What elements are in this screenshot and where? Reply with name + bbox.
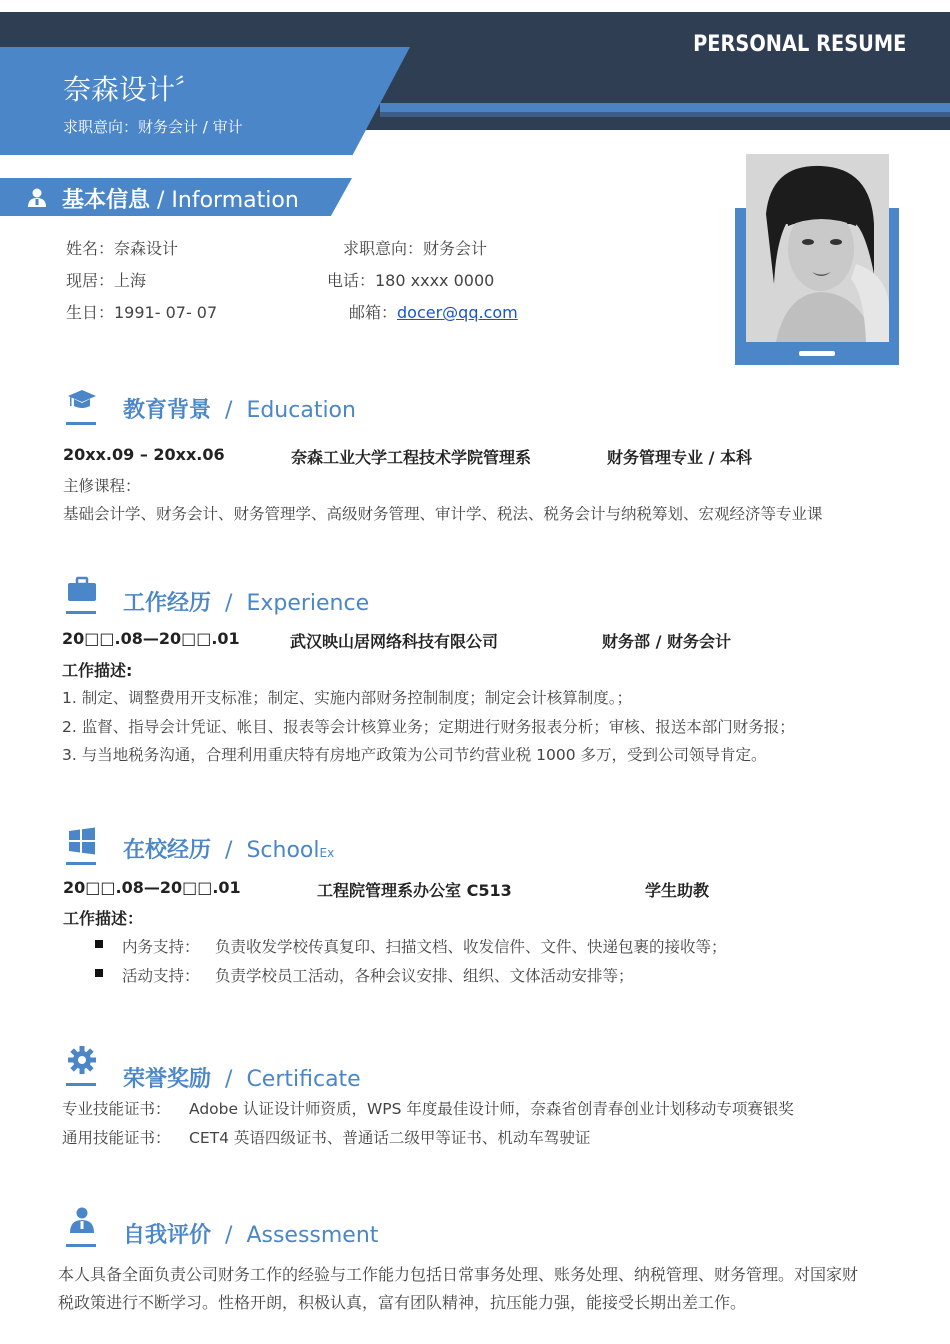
courses-label: 主修课程： bbox=[63, 477, 141, 495]
certificate-title-cn: 荣誉奖励 bbox=[123, 1067, 212, 1092]
assessment-title-en: Assessment bbox=[246, 1223, 379, 1248]
experience-title bbox=[123, 586, 369, 617]
education-title bbox=[123, 393, 356, 424]
experience-period: 20□□.08—20□□.01 bbox=[62, 629, 240, 648]
school-item-2-text: 负责学校员工活动，各种会议安排、组织、文体活动安排等； bbox=[215, 967, 634, 985]
intent-field: 求职意向：财务会计 bbox=[343, 239, 488, 258]
pro-cert-label: 专业技能证书： bbox=[62, 1100, 171, 1118]
experience-position: 财务部 / 财务会计 bbox=[602, 632, 731, 651]
experience-title-cn: 工作经历 bbox=[123, 591, 212, 616]
person-icon bbox=[26, 186, 48, 208]
assessment-line-2: 税政策进行不断学习。性格开朗，积极认真，富有团队精神，抗压能力强，能接受长期出差工作。 bbox=[58, 1293, 747, 1312]
quote-mark: 〞 bbox=[175, 74, 200, 102]
education-title-cn: 教育背景 bbox=[123, 398, 212, 423]
gen-cert-text: CET4 英语四级证书、普通话二级甲等证书、机动车驾驶证 bbox=[189, 1129, 591, 1147]
school-desc-label: 工作描述： bbox=[63, 909, 144, 928]
gen-cert-label: 通用技能证书： bbox=[62, 1129, 171, 1147]
certificate-title-en: Certificate bbox=[246, 1067, 361, 1092]
header-stripe bbox=[380, 103, 950, 112]
school-item-1-text: 负责收发学校传真复印、扫描文档、收发信件、文件、快递包裹的接收等； bbox=[215, 938, 727, 956]
profile-photo bbox=[746, 154, 889, 342]
education-title-en: Education bbox=[246, 398, 356, 423]
pro-cert-text: Adobe 认证设计师资质，WPS 年度最佳设计师，奈森省创青春创业计划移动专项赛银奖 bbox=[189, 1100, 794, 1118]
experience-company: 武汉映山居网络科技有限公司 bbox=[290, 632, 499, 651]
assessment-title-sep: / bbox=[225, 1223, 233, 1248]
briefcase-icon bbox=[66, 576, 98, 608]
school-title bbox=[123, 833, 334, 864]
assessment-title-cn: 自我评价 bbox=[123, 1223, 212, 1248]
name-heading bbox=[63, 68, 199, 108]
certificate-title bbox=[123, 1062, 361, 1093]
gear-icon bbox=[66, 1044, 98, 1076]
birth-field: 生日：1991- 07- 07 bbox=[66, 303, 218, 322]
email-label: 邮箱： bbox=[349, 303, 398, 322]
info-title bbox=[62, 183, 299, 214]
name-text: 奈森设计 bbox=[63, 73, 176, 106]
education-major: 财务管理专业 / 本科 bbox=[607, 448, 752, 467]
school-title-cn: 在校经历 bbox=[123, 838, 212, 863]
name-plate bbox=[0, 47, 410, 155]
location-field: 现居：上海 bbox=[66, 271, 147, 290]
school-item-2-label: 活动支持： bbox=[122, 967, 200, 985]
windows-icon bbox=[66, 825, 98, 857]
assessment-line-1: 本人具备全面负责公司财务工作的经验与工作能力包括日常事务处理、账务处理、纳税管理、财务管理。对国家财 bbox=[58, 1265, 859, 1284]
job-intent: 求职意向：财务会计 / 审计 bbox=[63, 118, 243, 136]
school-title-en: School bbox=[246, 838, 320, 863]
photo-indicator bbox=[799, 351, 835, 356]
email-link[interactable]: docer@qq.com bbox=[397, 303, 518, 322]
assessment-title bbox=[123, 1218, 378, 1249]
education-title-sep: / bbox=[225, 398, 233, 423]
experience-desc-label: 工作描述: bbox=[62, 661, 133, 680]
school-period: 20□□.08—20□□.01 bbox=[63, 878, 241, 897]
education-underline bbox=[66, 422, 96, 425]
phone-field: 电话：180 xxxx 0000 bbox=[327, 271, 495, 290]
header-stripe-dark bbox=[380, 112, 950, 117]
school-title-en-sub: Ex bbox=[319, 846, 335, 860]
certificate-underline bbox=[66, 1083, 96, 1086]
school-underline bbox=[66, 862, 96, 865]
name-field: 姓名：奈森设计 bbox=[66, 239, 179, 258]
bullet-square bbox=[95, 940, 103, 948]
school-role: 学生助教 bbox=[645, 881, 710, 900]
school-place: 工程院管理系办公室 C513 bbox=[317, 881, 512, 900]
graduation-cap-icon bbox=[66, 386, 98, 418]
banner-title: PERSONAL RESUME bbox=[692, 32, 906, 57]
assessment-underline bbox=[66, 1244, 96, 1247]
experience-item-3: 3. 与当地税务沟通，合理利用重庆特有房地产政策为公司节约营业税 1000 多万，受到公司领导肯定。 bbox=[62, 746, 767, 764]
experience-item-1: 1. 制定、调整费用开支标准；制定、实施内部财务控制制度；制定会计核算制度。； bbox=[62, 689, 632, 707]
info-title-cn: 基本信息 bbox=[62, 188, 151, 213]
info-title-en: / Information bbox=[150, 188, 299, 213]
education-period: 20xx.09 – 20xx.06 bbox=[63, 445, 225, 464]
bullet-square bbox=[95, 969, 103, 977]
experience-title-sep: / bbox=[225, 591, 233, 616]
school-item-1-label: 内务支持： bbox=[122, 938, 200, 956]
school-title-sep: / bbox=[225, 838, 233, 863]
experience-underline bbox=[66, 611, 96, 614]
experience-item-2: 2. 监督、指导会计凭证、帐目、报表等会计核算业务；定期进行财务报表分析；审核、报送本部门财务报； bbox=[62, 718, 795, 736]
email-field bbox=[349, 300, 518, 323]
education-school: 奈森工业大学工程技术学院管理系 bbox=[291, 448, 532, 467]
user-icon bbox=[66, 1205, 98, 1237]
certificate-title-sep: / bbox=[225, 1067, 233, 1092]
courses-text: 基础会计学、财务会计、财务管理学、高级财务管理、审计学、税法、税务会计与纳税筹划、宏观经济等专业课 bbox=[63, 505, 823, 523]
experience-title-en: Experience bbox=[246, 591, 370, 616]
